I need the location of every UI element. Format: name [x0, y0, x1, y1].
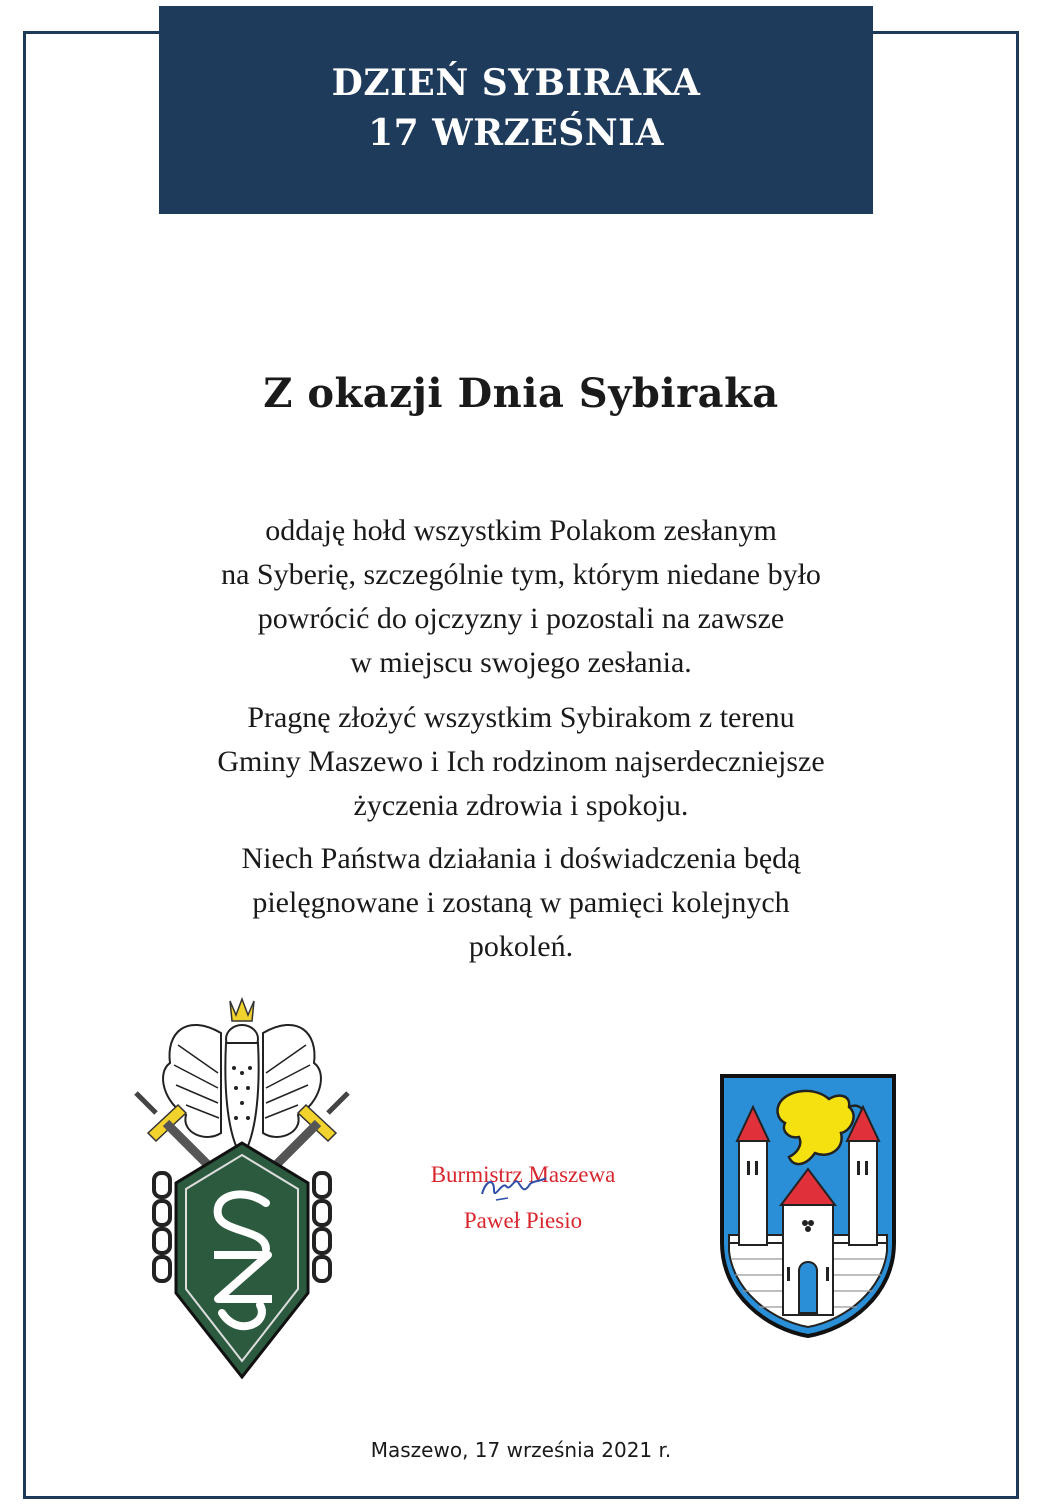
mayor-title: Burmistrz Maszewa	[430, 1162, 616, 1187]
mayor-name: Paweł Piesio	[463, 1208, 583, 1233]
paragraph-line: w miejscu swojego zesłania.	[350, 646, 692, 679]
paragraph-line: powrócić do ojczyzny i pozostali na zawsze	[257, 602, 785, 635]
paragraph-line: pielęgnowane i zostaną w pamięci kolejnych	[252, 886, 790, 919]
banner-title-line1: DZIEŃ SYBIRAKA	[331, 62, 701, 104]
place-date: Maszewo, 17 września 2021 r.	[370, 1438, 672, 1462]
paragraph-memory	[0, 837, 1042, 969]
handwritten-signature-icon	[476, 1172, 550, 1206]
paragraph-line: życzenia zdrowia i spokoju.	[353, 789, 689, 822]
maszewo-coat-of-arms-icon	[719, 1073, 897, 1339]
paragraph-line: Gminy Maszewo i Ich rodzinom najserdeczniejsze	[217, 745, 825, 778]
banner-title-line2: 17 WRZEŚNIA	[368, 112, 664, 154]
paragraph-line: na Syberię, szczególnie tym, którym niedane było	[221, 558, 821, 591]
paragraph-tribute	[0, 509, 1042, 685]
paragraph-line: Pragnę złożyć wszystkim Sybirakom z terenu	[247, 701, 795, 734]
paragraph-line: oddaję hołd wszystkim Polakom zesłanym	[265, 514, 777, 547]
paragraph-wishes	[0, 696, 1042, 828]
paragraph-line: Niech Państwa działania i doświadczenia będą	[241, 842, 801, 875]
paragraph-line: pokoleń.	[468, 930, 574, 963]
banner-title	[159, 58, 873, 158]
headline: Z okazji Dnia Sybiraka	[263, 370, 779, 417]
header-banner	[159, 6, 873, 214]
sybirak-emblem-icon	[126, 993, 358, 1379]
